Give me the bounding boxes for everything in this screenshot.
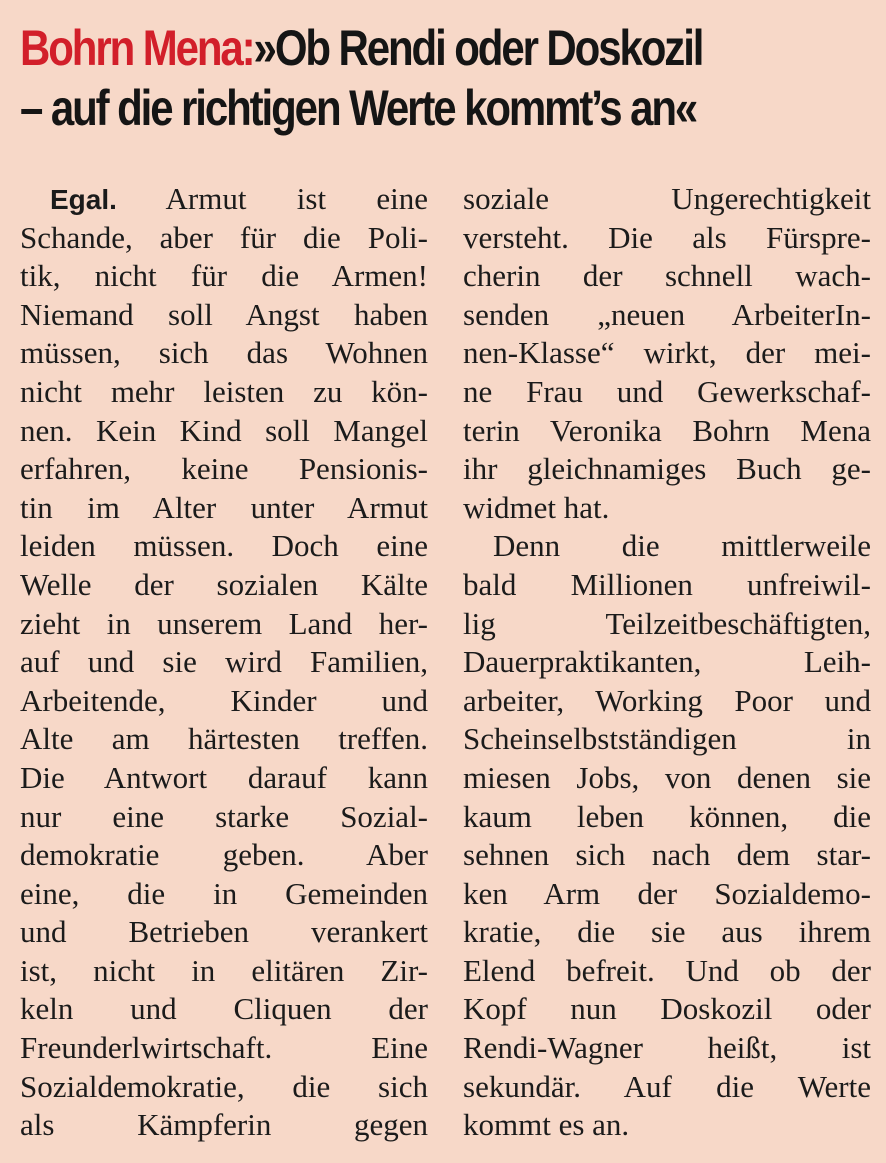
text-line: bald Millionen unfreiwil- <box>463 566 871 602</box>
text-line: ne Frau und Gewerkschaf- <box>463 373 871 409</box>
text-column-right <box>463 180 871 1145</box>
text-line: Rendi-Wagner heißt, ist <box>463 1030 871 1066</box>
text-line: nen-Klasse“ wirkt, der mei- <box>463 335 871 371</box>
headline-line-1 <box>20 18 734 78</box>
text-line: Freunderlwirtschaft. Eine <box>20 1030 428 1066</box>
text-line: Schande, aber für die Poli- <box>20 219 428 255</box>
text-line: Kopf nun Doskozil oder <box>463 991 871 1027</box>
headline-line-2: – auf die richtigen Werte kommt’s an« <box>20 80 697 136</box>
text-line: leiden müssen. Doch eine <box>20 528 428 564</box>
text-column-left <box>20 180 428 1145</box>
text-line: nur eine starke Sozial- <box>20 798 428 834</box>
text-line: Elend befreit. Und ob der <box>463 952 871 988</box>
text-line: terin Veronika Bohrn Mena <box>463 412 871 448</box>
text-line: Niemand soll Angst haben <box>20 296 428 332</box>
headline <box>20 18 734 138</box>
text-line: sekundär. Auf die Werte <box>463 1068 871 1104</box>
text-line: Dauerpraktikanten, Leih- <box>463 644 871 680</box>
lead-word: Egal. <box>50 184 117 215</box>
text-line: erfahren, keine Pensionis- <box>20 451 428 487</box>
lead-line-text: Armut ist eine <box>165 181 429 216</box>
text-line: Die Antwort darauf kann <box>20 759 428 795</box>
text-line: soziale Ungerechtigkeit <box>463 181 871 216</box>
text-line: Alte am härtesten treffen. <box>20 721 428 757</box>
text-line: tin im Alter unter Armut <box>20 489 428 525</box>
text-line: lig Teilzeitbeschäftigten, <box>463 605 871 641</box>
text-line <box>20 180 428 219</box>
text-line: Scheinselbstständigen in <box>463 721 871 757</box>
text-line: miesen Jobs, von denen sie <box>463 759 871 795</box>
text-line: ken Arm der Sozialdemo- <box>463 875 871 911</box>
text-line: demokratie geben. Aber <box>20 837 428 873</box>
text-line: Arbeitende, Kinder und <box>20 682 428 718</box>
text-line: Welle der sozialen Kälte <box>20 566 428 602</box>
text-line: kaum leben können, die <box>463 798 871 834</box>
text-line: ist, nicht in elitären Zir- <box>20 952 428 988</box>
text-line: versteht. Die als Fürspre- <box>463 219 871 255</box>
text-line: keln und Cliquen der <box>20 991 428 1027</box>
headline-author-name: Bohrn Mena: <box>20 20 254 76</box>
text-line: tik, nicht für die Armen! <box>20 258 428 294</box>
text-line: nen. Kein Kind soll Mangel <box>20 412 428 448</box>
text-line: und Betrieben verankert <box>20 914 428 950</box>
text-line: kommt es an. <box>463 1107 630 1143</box>
text-line: widmet hat. <box>463 489 610 525</box>
text-line: ihr gleichnamiges Buch ge- <box>463 451 871 487</box>
text-line: zieht in unserem Land her- <box>20 605 428 641</box>
text-line: Denn die mittlerweile <box>493 528 871 564</box>
text-line: auf und sie wird Familien, <box>20 644 428 680</box>
text-line: müssen, sich das Wohnen <box>20 335 428 371</box>
text-line: Sozialdemokratie, die sich <box>20 1068 428 1104</box>
text-line: arbeiter, Working Poor und <box>463 682 871 718</box>
text-line: nicht mehr leisten zu kön- <box>20 373 428 409</box>
text-line: kratie, die sie aus ihrem <box>463 914 871 950</box>
text-line: eine, die in Gemeinden <box>20 875 428 911</box>
headline-quote-start: »Ob Rendi oder Doskozil <box>253 20 703 76</box>
text-line: cherin der schnell wach- <box>463 258 871 294</box>
text-line: senden „neuen ArbeiterIn- <box>463 296 871 332</box>
text-line: sehnen sich nach dem star- <box>463 837 871 873</box>
text-line: als Kämpferin gegen <box>20 1107 428 1143</box>
